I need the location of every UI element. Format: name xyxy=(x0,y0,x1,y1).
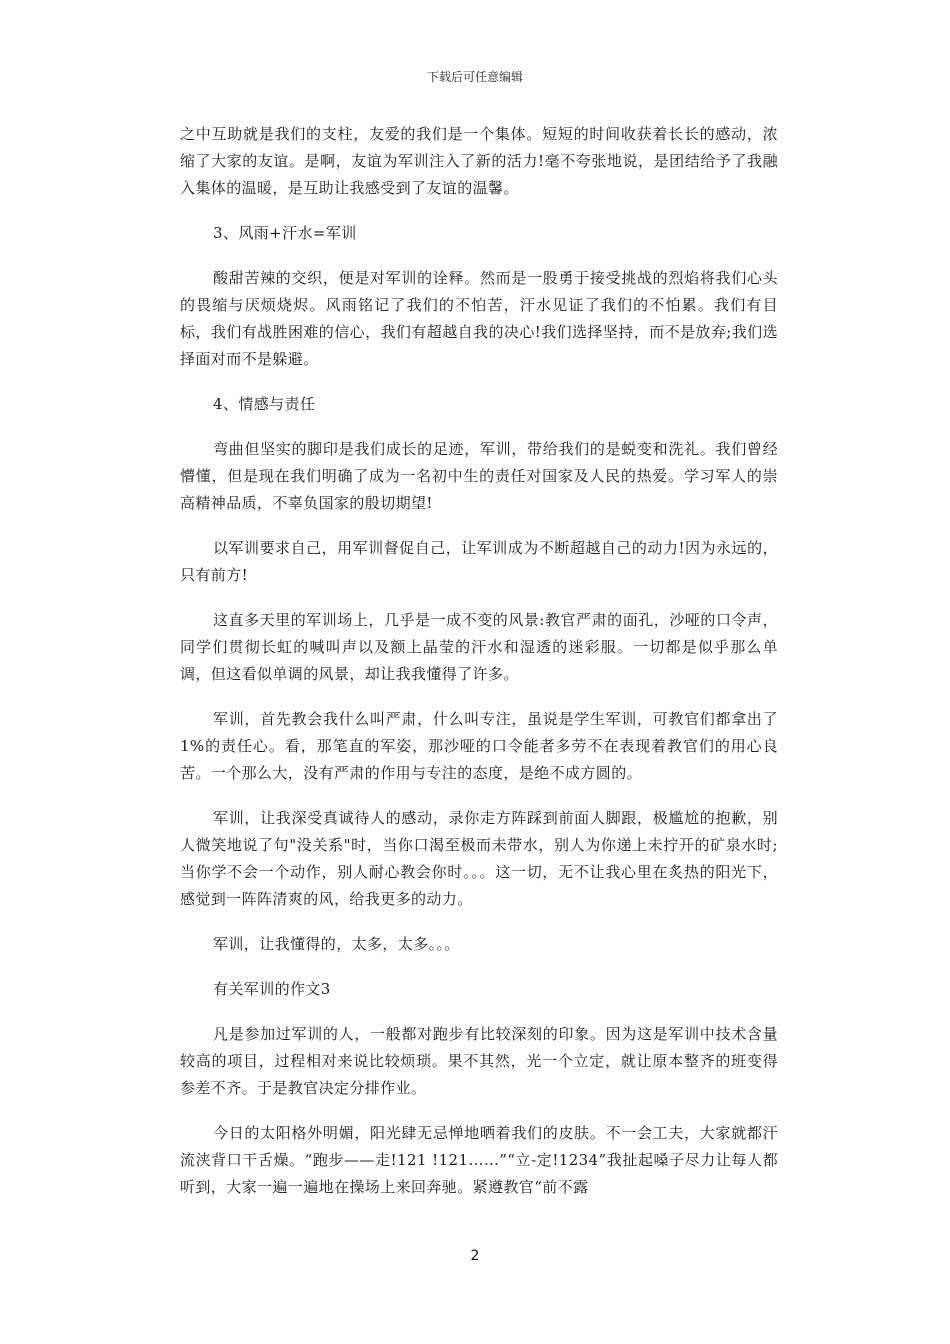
body-paragraph: 军训，首先教会我什么叫严肃，什么叫专注，虽说是学生军训，可教官们都拿出了1%的责任心。看，那笔直的军姿，那沙哑的口令能者多劳不在表现着教官们的用心良苦。一个那么大，没有严肃的作用与专注的态度，是绝不成方圆的。 xyxy=(180,710,778,782)
body-paragraph: 弯曲但坚实的脚印是我们成长的足迹，军训，带给我们的是蜕变和洗礼。我们曾经懵懂，但是现在我们明确了成为一名初中生的责任对国家及人民的热爱。学习军人的崇高精神品质，不辜负国家的殷切期望! xyxy=(180,440,778,512)
body-paragraph: 酸甜苦辣的交织，便是对军训的诠释。然而是一股勇于接受挑战的烈焰将我们心头的畏缩与厌烦烧烬。风雨铭记了我们的不怕苦，汗水见证了我们的不怕累。我们有目标，我们有战胜困难的信心，我们有超越自我的决心!我们选择坚持，而不是放弃;我们选择面对而不是躲避。 xyxy=(180,269,778,368)
body-paragraph: 今日的太阳格外明媚，阳光肆无忌惮地晒着我们的皮肤。不一会工夫，大家就都汗流浃背口干舌燥。“跑步——走!121 !121……”“立-定!1234”我扯起嗓子尽力让每人都听到，大家一遍一遍地在操场上来回奔驰。紧遵教官“前不露 xyxy=(180,1124,778,1196)
page-number: 2 xyxy=(470,1248,480,1264)
body-paragraph: 以军训要求自己，用军训督促自己，让军训成为不断超越自己的动力!因为永远的，只有前方! xyxy=(180,539,778,584)
body-paragraph: 军训，让我深受真诚待人的感动，录你走方阵踩到前面人脚跟，极尴尬的抱歉，别人微笑地说了句"没关系"时，当你口渴至极而未带水，别人为你递上未拧开的矿泉水时;当你学不会一个动作，别人耐心教会你时。。。这一切，无不让我心里在炙热的阳光下，感觉到一阵阵清爽的风，给我更多的动力。 xyxy=(180,809,778,908)
body-paragraph: 之中互助就是我们的支柱，友爱的我们是一个集体。短短的时间收获着长长的感动，浓缩了大家的友谊。是啊，友谊为军训注入了新的活力!毫不夸张地说，是团结给予了我融入集体的温暖，是互助让我感受到了友谊的温馨。 xyxy=(180,125,778,197)
body-paragraph: 这直多天里的军训场上，几乎是一成不变的风景:教官严肃的面孔，沙哑的口令声，同学们贯彻长虹的喊叫声以及额上晶莹的汗水和湿透的迷彩服。一切都是似乎那么单调，但这看似单调的风景，却让我我懂得了许多。 xyxy=(180,611,778,683)
body-paragraph: 凡是参加过军训的人，一般都对跑步有比较深刻的印象。因为这是军训中技术含量较高的项目，过程相对来说比较烦琐。果不其然，光一个立定，就让原本整齐的班变得参差不齐。于是教官决定分排作业。 xyxy=(180,1025,778,1097)
body-paragraph: 军训，让我懂得的，太多，太多。。。 xyxy=(213,935,460,953)
essay-title: 有关军训的作文3 xyxy=(213,980,331,998)
section-heading: 3、风雨+汗水=军训 xyxy=(213,224,357,242)
section-heading: 4、情感与责任 xyxy=(213,395,316,413)
document-body xyxy=(180,121,778,1219)
page-header: 下载后可任意编辑 xyxy=(426,70,523,84)
